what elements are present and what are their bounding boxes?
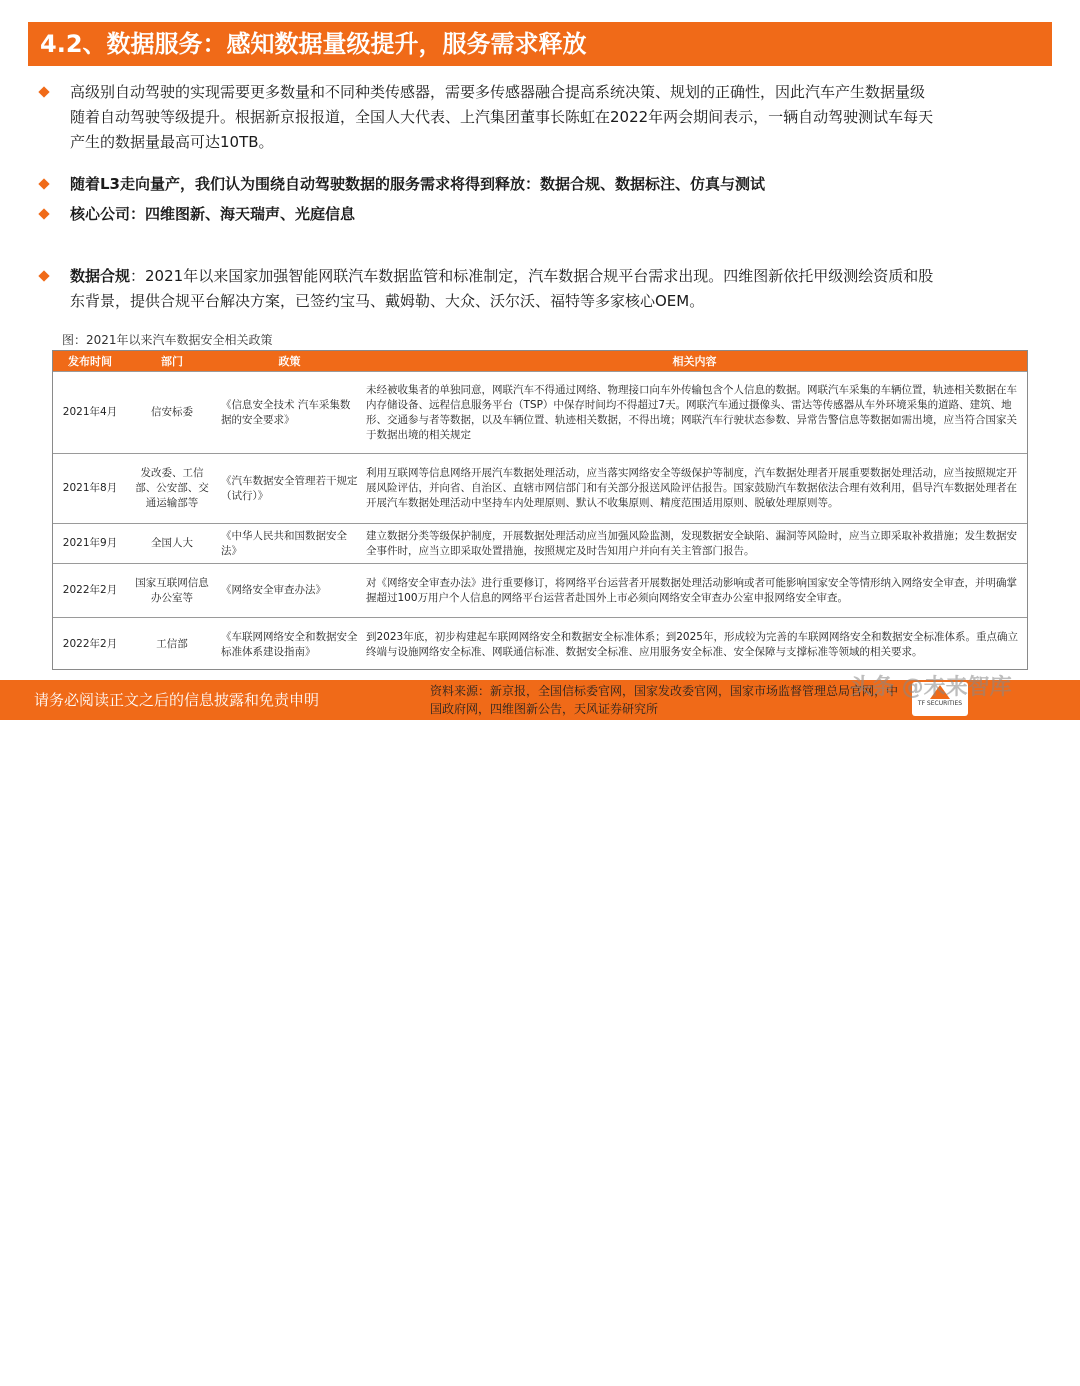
source-note: 资料来源：新京报，全国信标委官网，国家发改委官网，国家市场监督管理总局官网，中国政府网，四维图新公告，天风证券研究所 [430, 684, 899, 716]
page-number: 47 [1040, 1370, 1058, 1386]
bullet-line: 随着自动驾驶等级提升。根据新京报报道，全国人大代表、上汽集团董事长陈虹在2022年两会期间表示，一辆自动驾驶测试车每天 [70, 108, 934, 126]
bullet-diamond-icon [38, 270, 49, 281]
bullet-diamond-icon [38, 86, 49, 97]
cell-dept: 发改委、工信部、公安部、交通运输部等 [127, 454, 217, 524]
slide-title: 4.2、数据服务：感知数据量级提升，服务需求释放 [40, 30, 587, 58]
policy-table [52, 350, 1028, 670]
bullet-text [70, 264, 1050, 314]
cell-content: 到2023年底，初步构建起车联网网络安全和数据安全标准体系；到2025年，形成较为完善的车联网网络安全和数据安全标准体系。重点确立终端与设施网络安全标准、网联通信标准、数据安全标准、应用服务安全标准、安全保障与支撑标准等领域的相关要求。 [362, 618, 1027, 671]
bullet-text: 随着L3走向量产，我们认为围绕自动驾驶数据的服务需求将得到释放：数据合规、数据标注、仿真与测试 [70, 175, 765, 193]
policy-table-grid [53, 351, 1027, 670]
table-header-row [53, 351, 1027, 372]
column-header-dept: 部门 [127, 351, 217, 372]
table-row [53, 372, 1027, 454]
cell-date: 2022年2月 [53, 618, 127, 671]
bullet-diamond-icon [38, 208, 49, 219]
cell-content: 对《网络安全审查办法》进行重要修订，将网络平台运营者开展数据处理活动影响或者可能影响国家安全等情形纳入网络安全审查，并明确掌握超过100万用户个人信息的网络平台运营者赴国外上市必须向网络安全审查办公室申报网络安全审查。 [362, 564, 1027, 618]
cell-date: 2021年8月 [53, 454, 127, 524]
figure-caption: 图：2021年以来汽车数据安全相关政策 [62, 333, 273, 347]
table-row [53, 454, 1027, 524]
bullet-text [70, 80, 1050, 155]
bullet-data-volume [40, 80, 1050, 155]
cell-date: 2022年2月 [53, 564, 127, 618]
cell-content: 未经被收集者的单独同意，网联汽车不得通过网络、物理接口向车外传输包含个人信息的数据。网联汽车采集的车辆位置，轨迹相关数据在车内存储设备、远程信息服务平台（TSP）中保存时间均不得超过7天。网联汽车通过摄像头、雷达等传感器从车外环境采集的道路、建筑、地形、交通参与者等数据，以及车辆位置、轨迹相关数据，不得出境；网联汽车行驶状态参数、异常告警信息等数据如需出境，应当符合国家关于数据出境的相关规定 [362, 372, 1027, 454]
bullet-core-companies [40, 202, 1050, 227]
column-header-content: 相关内容 [362, 351, 1027, 372]
bullet-line: 东背景，提供合规平台解决方案，已签约宝马、戴姆勒、大众、沃尔沃、福特等多家核心OEM。 [70, 292, 705, 310]
disclaimer-link: 请务必阅读正文之后的信息披露和免责申明 [34, 691, 320, 709]
cell-date: 2021年9月 [53, 524, 127, 564]
table-row [53, 618, 1027, 671]
watermark: 头条 @未来智库 [850, 675, 1012, 700]
bullet-text: 核心公司：四维图新、海天瑞声、光庭信息 [70, 205, 356, 223]
bullet-data-compliance [40, 264, 1050, 314]
cell-content: 利用互联网等信息网络开展汽车数据处理活动，应当落实网络安全等级保护等制度，汽车数据处理者开展重要数据处理活动，应当按照规定开展风险评估，并向省、自治区、直辖市网信部门和有关部分报送风险评估报告。国家鼓励汽车数据依法合理有效利用，倡导汽车数据处理者在开展汽车数据处理活动中坚持车内处理原则、默认不收集原则、精度范围适用原则、脱敏处理原则等。 [362, 454, 1027, 524]
cell-date: 2021年4月 [53, 372, 127, 454]
cell-dept: 信安标委 [127, 372, 217, 454]
cell-policy: 《车联网网络安全和数据安全标准体系建设指南》 [217, 618, 362, 671]
bullet-line: ：2021年以来国家加强智能网联汽车数据监管和标准制定，汽车数据合规平台需求出现。四维图新依托甲级测绘资质和股 [130, 267, 934, 285]
cell-dept: 工信部 [127, 618, 217, 671]
logo-text: TF SECURITIES [917, 700, 963, 707]
cell-policy: 《网络安全审查办法》 [217, 564, 362, 618]
bullet-diamond-icon [38, 178, 49, 189]
bullet-lead: 数据合规 [70, 267, 131, 285]
cell-policy: 《中华人民共和国数据安全法》 [217, 524, 362, 564]
column-header-date: 发布时间 [53, 351, 127, 372]
cell-policy: 《信息安全技术 汽车采集数据的安全要求》 [217, 372, 362, 454]
cell-content: 建立数据分类等级保护制度，开展数据处理活动应当加强风险监测，发现数据安全缺陷、漏洞等风险时，应当立即采取补救措施；发生数据安全事件时，应当立即采取处置措施，按照规定及时告知用户并向有关主管部门报告。 [362, 524, 1027, 564]
table-row [53, 564, 1027, 618]
column-header-policy: 政策 [217, 351, 362, 372]
cell-dept: 全国人大 [127, 524, 217, 564]
cell-dept: 国家互联网信息办公室等 [127, 564, 217, 618]
bullet-service-demand [40, 172, 1050, 197]
bullet-line: 高级别自动驾驶的实现需要更多数量和不同种类传感器，需要多传感器融合提高系统决策、规划的正确性，因此汽车产生数据量级 [70, 83, 926, 101]
bullet-line: 产生的数据量最高可达10TB。 [70, 133, 274, 151]
slide-title-bar [28, 22, 1052, 66]
cell-policy: 《汽车数据安全管理若干规定（试行）》 [217, 454, 362, 524]
table-row [53, 524, 1027, 564]
